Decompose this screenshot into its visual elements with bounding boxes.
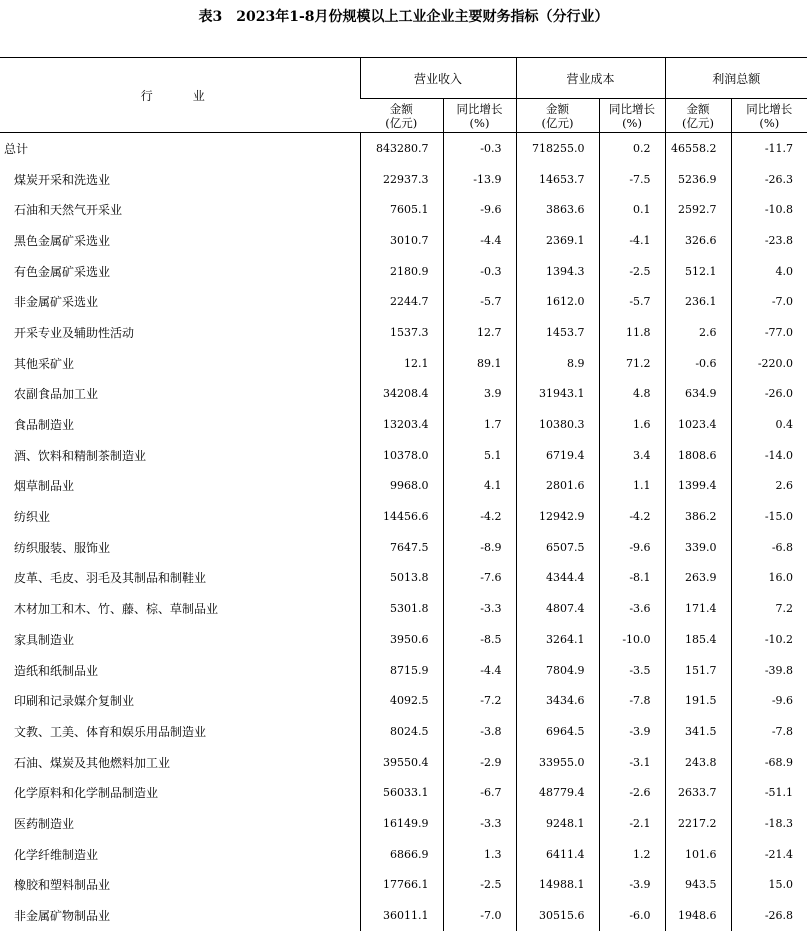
industry-name-cell: 木材加工和木、竹、藤、棕、草制品业 (14, 602, 219, 617)
profit-growth-cell: -77.0 (731, 317, 807, 348)
table-row (0, 563, 807, 594)
industry-name-cell: 橡胶和塑料制品业 (14, 878, 111, 893)
profit-amount-cell: 341.5 (665, 716, 731, 747)
revenue-growth-cell: -7.0 (443, 900, 516, 931)
revenue-growth-cell: 4.1 (443, 471, 516, 502)
table-row (0, 685, 807, 716)
industry-name-cell: 食品制造业 (14, 418, 75, 433)
cost-growth-cell: 1.1 (599, 471, 665, 502)
cost-growth-cell: -2.1 (599, 808, 665, 839)
revenue-growth-cell: -4.2 (443, 501, 516, 532)
profit-growth-cell: -220.0 (731, 348, 807, 379)
industry-name-cell: 石油、煤炭及其他燃料加工业 (14, 755, 171, 770)
table-row (0, 379, 807, 410)
industry-name-cell: 其他采矿业 (14, 356, 75, 371)
profit-growth-cell: 7.2 (731, 593, 807, 624)
revenue-amount-cell: 14456.6 (360, 501, 443, 532)
cost-growth-cell: -3.9 (599, 716, 665, 747)
revenue-amount-cell: 3950.6 (360, 624, 443, 655)
profit-growth-cell: -26.8 (731, 900, 807, 931)
cost-growth-cell: -2.6 (599, 777, 665, 808)
cost-amount-cell: 14653.7 (516, 164, 599, 195)
cost-growth-cell: 1.6 (599, 409, 665, 440)
revenue-amount-cell: 3010.7 (360, 225, 443, 256)
cost-growth-cell: -9.6 (599, 532, 665, 563)
cost-growth-cell: -3.6 (599, 593, 665, 624)
industry-name-cell: 石油和天然气开采业 (14, 203, 123, 218)
cost-growth-cell: -2.5 (599, 256, 665, 287)
revenue-growth-cell: 3.9 (443, 379, 516, 410)
cost-growth-cell: 0.2 (599, 133, 665, 164)
profit-amount-cell: 943.5 (665, 870, 731, 901)
cost-growth-cell: -3.1 (599, 747, 665, 778)
industry-name-cell: 总计 (4, 141, 29, 156)
revenue-growth-cell: -7.6 (443, 563, 516, 594)
table-row (0, 532, 807, 563)
cost-amount-cell: 3863.6 (516, 194, 599, 225)
profit-amount-cell: 171.4 (665, 593, 731, 624)
revenue-growth-cell: 1.7 (443, 409, 516, 440)
table-row (0, 133, 807, 164)
table-row (0, 747, 807, 778)
revenue-amount-cell: 10378.0 (360, 440, 443, 471)
revenue-amount-cell: 22937.3 (360, 164, 443, 195)
revenue-growth-cell: -2.9 (443, 747, 516, 778)
profit-growth-cell: -26.3 (731, 164, 807, 195)
cost-growth-cell: 11.8 (599, 317, 665, 348)
cost-amount-cell: 1612.0 (516, 286, 599, 317)
industry-name-cell: 农副食品加工业 (14, 387, 99, 402)
table-row (0, 225, 807, 256)
revenue-header: 营业收入 (360, 58, 516, 99)
profit-growth-cell: -10.8 (731, 194, 807, 225)
cost-amount-cell: 1394.3 (516, 256, 599, 287)
revenue-amount-cell: 34208.4 (360, 379, 443, 410)
profit-amount-cell: 2592.7 (665, 194, 731, 225)
profit-amount-header: 金额 (亿元) (665, 99, 731, 133)
cost-amount-cell: 33955.0 (516, 747, 599, 778)
cost-growth-cell: -10.0 (599, 624, 665, 655)
table-row (0, 716, 807, 747)
industry-name-cell: 皮革、毛皮、羽毛及其制品和制鞋业 (14, 571, 207, 586)
profit-amount-cell: 5236.9 (665, 164, 731, 195)
table-row (0, 870, 807, 901)
cost-growth-cell: -6.0 (599, 900, 665, 931)
revenue-amount-cell: 13203.4 (360, 409, 443, 440)
industry-name-cell: 非金属矿采选业 (14, 295, 99, 310)
cost-growth-cell: 71.2 (599, 348, 665, 379)
profit-growth-cell: -51.1 (731, 777, 807, 808)
revenue-growth-cell: -6.7 (443, 777, 516, 808)
industry-name-cell: 家具制造业 (14, 632, 75, 647)
revenue-amount-cell: 8024.5 (360, 716, 443, 747)
revenue-growth-cell: -2.5 (443, 870, 516, 901)
table-row (0, 593, 807, 624)
revenue-growth-cell: 89.1 (443, 348, 516, 379)
profit-growth-cell: -9.6 (731, 685, 807, 716)
profit-growth-cell: -7.8 (731, 716, 807, 747)
revenue-amount-header: 金额 (亿元) (360, 99, 443, 133)
industry-name-cell: 开采专业及辅助性活动 (14, 325, 135, 340)
revenue-growth-cell: -13.9 (443, 164, 516, 195)
cost-growth-cell: -3.9 (599, 870, 665, 901)
revenue-amount-cell: 2244.7 (360, 286, 443, 317)
cost-growth-cell: -7.8 (599, 685, 665, 716)
revenue-amount-cell: 7605.1 (360, 194, 443, 225)
cost-amount-cell: 6964.5 (516, 716, 599, 747)
revenue-growth-header: 同比增长 (%) (443, 99, 516, 133)
revenue-amount-cell: 843280.7 (360, 133, 443, 164)
cost-amount-cell: 8.9 (516, 348, 599, 379)
table-row (0, 900, 807, 931)
revenue-amount-cell: 7647.5 (360, 532, 443, 563)
revenue-amount-cell: 17766.1 (360, 870, 443, 901)
profit-growth-cell: -15.0 (731, 501, 807, 532)
industry-name-cell: 烟草制品业 (14, 479, 75, 494)
industry-name-cell: 有色金属矿采选业 (14, 264, 111, 279)
table-body (0, 133, 807, 931)
industry-name-cell: 酒、饮料和精制茶制造业 (14, 448, 147, 463)
cost-amount-cell: 3264.1 (516, 624, 599, 655)
profit-header: 利润总额 (665, 58, 807, 99)
profit-amount-cell: 191.5 (665, 685, 731, 716)
cost-amount-cell: 10380.3 (516, 409, 599, 440)
industry-name-cell: 非金属矿物制品业 (14, 909, 111, 924)
cost-amount-cell: 4807.4 (516, 593, 599, 624)
revenue-growth-cell: -8.5 (443, 624, 516, 655)
table-row (0, 808, 807, 839)
profit-growth-cell: 4.0 (731, 256, 807, 287)
industry-name-cell: 黑色金属矿采选业 (14, 233, 111, 248)
cost-growth-cell: 3.4 (599, 440, 665, 471)
profit-amount-cell: 236.1 (665, 286, 731, 317)
revenue-growth-cell: 5.1 (443, 440, 516, 471)
revenue-growth-cell: -5.7 (443, 286, 516, 317)
industry-name-cell: 煤炭开采和洗选业 (14, 172, 111, 187)
cost-amount-cell: 2801.6 (516, 471, 599, 502)
cost-growth-cell: -4.1 (599, 225, 665, 256)
cost-growth-cell: 0.1 (599, 194, 665, 225)
revenue-growth-cell: -0.3 (443, 256, 516, 287)
cost-amount-cell: 2369.1 (516, 225, 599, 256)
cost-growth-cell: 1.2 (599, 839, 665, 870)
profit-growth-cell: -14.0 (731, 440, 807, 471)
table-row (0, 440, 807, 471)
profit-growth-cell: 0.4 (731, 409, 807, 440)
table-row (0, 194, 807, 225)
revenue-growth-cell: -9.6 (443, 194, 516, 225)
cost-growth-cell: -7.5 (599, 164, 665, 195)
table-row (0, 256, 807, 287)
industry-name-cell: 化学原料和化学制品制造业 (14, 786, 159, 801)
revenue-growth-cell: -3.3 (443, 808, 516, 839)
profit-amount-cell: 1808.6 (665, 440, 731, 471)
profit-amount-cell: 326.6 (665, 225, 731, 256)
cost-amount-cell: 718255.0 (516, 133, 599, 164)
profit-growth-header: 同比增长 (%) (731, 99, 807, 133)
revenue-amount-cell: 16149.9 (360, 808, 443, 839)
profit-amount-cell: 151.7 (665, 655, 731, 686)
industry-name-cell: 纺织服装、服饰业 (14, 540, 111, 555)
table-row (0, 409, 807, 440)
cost-amount-header: 金额 (亿元) (516, 99, 599, 133)
profit-growth-cell: -21.4 (731, 839, 807, 870)
revenue-amount-cell: 36011.1 (360, 900, 443, 931)
profit-growth-cell: -23.8 (731, 225, 807, 256)
industry-name-cell: 造纸和纸制品业 (14, 663, 99, 678)
cost-amount-cell: 4344.4 (516, 563, 599, 594)
revenue-growth-cell: -8.9 (443, 532, 516, 563)
profit-amount-cell: 2.6 (665, 317, 731, 348)
profit-growth-cell: 2.6 (731, 471, 807, 502)
industry-header: 行 业 (0, 58, 360, 133)
cost-amount-cell: 7804.9 (516, 655, 599, 686)
profit-amount-cell: 185.4 (665, 624, 731, 655)
revenue-growth-cell: -4.4 (443, 655, 516, 686)
profit-growth-cell: -7.0 (731, 286, 807, 317)
revenue-amount-cell: 2180.9 (360, 256, 443, 287)
profit-amount-cell: 339.0 (665, 532, 731, 563)
table-row (0, 624, 807, 655)
cost-growth-cell: -4.2 (599, 501, 665, 532)
profit-growth-cell: -26.0 (731, 379, 807, 410)
industry-name-cell: 纺织业 (14, 510, 51, 525)
cost-header: 营业成本 (516, 58, 665, 99)
revenue-growth-cell: -0.3 (443, 133, 516, 164)
revenue-growth-cell: -4.4 (443, 225, 516, 256)
table-row (0, 286, 807, 317)
profit-growth-cell: -10.2 (731, 624, 807, 655)
revenue-amount-cell: 12.1 (360, 348, 443, 379)
profit-amount-cell: -0.6 (665, 348, 731, 379)
profit-amount-cell: 1023.4 (665, 409, 731, 440)
table-row (0, 839, 807, 870)
revenue-amount-cell: 9968.0 (360, 471, 443, 502)
table-title: 表3 2023年1-8月份规模以上工业企业主要财务指标（分行业） (198, 9, 609, 25)
revenue-growth-cell: -3.8 (443, 716, 516, 747)
profit-amount-cell: 1948.6 (665, 900, 731, 931)
cost-growth-cell: 4.8 (599, 379, 665, 410)
profit-growth-cell: -6.8 (731, 532, 807, 563)
revenue-growth-cell: 12.7 (443, 317, 516, 348)
revenue-amount-cell: 39550.4 (360, 747, 443, 778)
revenue-amount-cell: 8715.9 (360, 655, 443, 686)
cost-amount-cell: 30515.6 (516, 900, 599, 931)
table-row (0, 164, 807, 195)
revenue-growth-cell: -7.2 (443, 685, 516, 716)
profit-amount-cell: 1399.4 (665, 471, 731, 502)
table-row (0, 777, 807, 808)
cost-growth-cell: -8.1 (599, 563, 665, 594)
revenue-amount-cell: 56033.1 (360, 777, 443, 808)
table-row (0, 655, 807, 686)
cost-amount-cell: 31943.1 (516, 379, 599, 410)
cost-amount-cell: 6411.4 (516, 839, 599, 870)
profit-amount-cell: 263.9 (665, 563, 731, 594)
profit-amount-cell: 243.8 (665, 747, 731, 778)
profit-amount-cell: 2217.2 (665, 808, 731, 839)
cost-amount-cell: 6719.4 (516, 440, 599, 471)
profit-amount-cell: 46558.2 (665, 133, 731, 164)
cost-amount-cell: 14988.1 (516, 870, 599, 901)
profit-amount-cell: 2633.7 (665, 777, 731, 808)
industry-name-cell: 医药制造业 (14, 816, 75, 831)
cost-amount-cell: 3434.6 (516, 685, 599, 716)
revenue-amount-cell: 1537.3 (360, 317, 443, 348)
financial-indicators-table (0, 57, 807, 931)
table-row (0, 471, 807, 502)
profit-growth-cell: -18.3 (731, 808, 807, 839)
profit-growth-cell: -39.8 (731, 655, 807, 686)
revenue-amount-cell: 5301.8 (360, 593, 443, 624)
industry-name-cell: 文教、工美、体育和娱乐用品制造业 (14, 724, 207, 739)
table-row (0, 317, 807, 348)
profit-amount-cell: 386.2 (665, 501, 731, 532)
industry-name-cell: 化学纤维制造业 (14, 847, 99, 862)
industry-name-cell: 印刷和记录媒介复制业 (14, 694, 135, 709)
profit-growth-cell: 16.0 (731, 563, 807, 594)
revenue-amount-cell: 6866.9 (360, 839, 443, 870)
revenue-amount-cell: 4092.5 (360, 685, 443, 716)
profit-growth-cell: -11.7 (731, 133, 807, 164)
profit-growth-cell: -68.9 (731, 747, 807, 778)
cost-amount-cell: 12942.9 (516, 501, 599, 532)
cost-amount-cell: 48779.4 (516, 777, 599, 808)
profit-amount-cell: 512.1 (665, 256, 731, 287)
profit-amount-cell: 634.9 (665, 379, 731, 410)
cost-amount-cell: 9248.1 (516, 808, 599, 839)
table-row (0, 501, 807, 532)
table-row (0, 348, 807, 379)
cost-growth-cell: -3.5 (599, 655, 665, 686)
profit-amount-cell: 101.6 (665, 839, 731, 870)
cost-growth-cell: -5.7 (599, 286, 665, 317)
revenue-amount-cell: 5013.8 (360, 563, 443, 594)
cost-amount-cell: 1453.7 (516, 317, 599, 348)
profit-growth-cell: 15.0 (731, 870, 807, 901)
revenue-growth-cell: 1.3 (443, 839, 516, 870)
cost-growth-header: 同比增长 (%) (599, 99, 665, 133)
revenue-growth-cell: -3.3 (443, 593, 516, 624)
cost-amount-cell: 6507.5 (516, 532, 599, 563)
